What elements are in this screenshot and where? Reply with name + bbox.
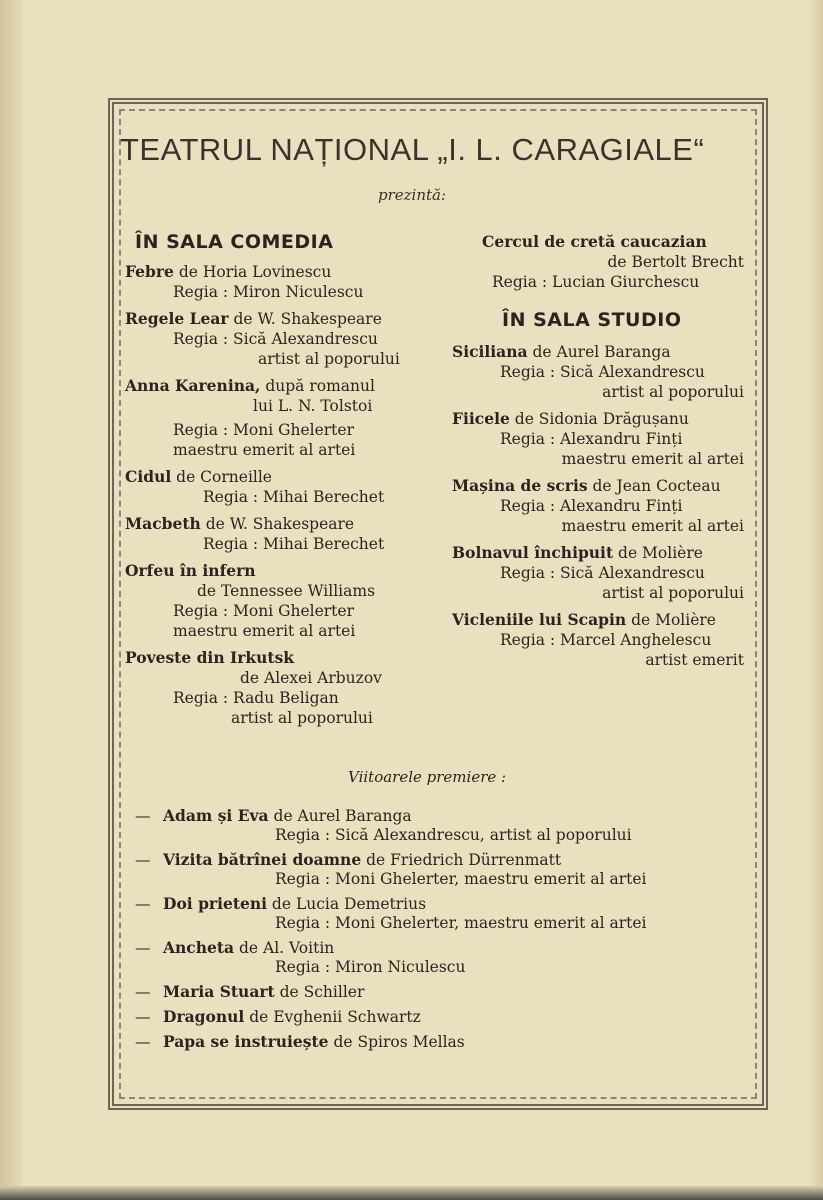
play-line: maestru emerit al artei [173,622,356,640]
play-author: de Corneille [171,468,272,486]
future-item [135,938,750,977]
future-title: Adam și Eva [163,806,269,825]
play-line: de Bertolt Brecht [607,253,744,271]
play-title: Cercul de cretă caucazian [482,232,707,251]
future-author: de Spiros Mellas [328,1033,465,1051]
page-edge-left [0,0,22,1200]
play-title: Regele Lear [125,309,229,328]
future-author: de Al. Voitin [234,939,335,957]
play-line: Regia : Sică Alexandrescu [500,363,705,381]
play-title: Macbeth [125,514,201,533]
play-author: de Aurel Baranga [527,343,671,361]
sala-comedia-column [125,232,425,735]
play-author: de Molière [626,611,716,629]
future-title: Ancheta [163,938,235,957]
future-item [135,1007,750,1027]
play-entry [452,476,744,536]
future-regie: Regia : Moni Ghelerter, maestru emerit al artei [275,914,647,932]
play-title: Febre [125,262,174,281]
play-title: Cidul [125,467,172,486]
play-entry [125,262,425,302]
play-author: de Jean Cocteau [587,477,721,495]
future-author: de Aurel Baranga [268,807,412,825]
play-line: Regia : Mihai Berechet [203,535,385,553]
play-line: Regia : Alexandru Finți [500,430,683,448]
play-author: de Molière [613,544,703,562]
play-line: artist emerit [645,651,744,669]
play-line: lui L. N. Tolstoi [253,397,373,415]
play-line: maestru emerit al artei [561,517,744,535]
dash: — [135,807,151,825]
future-premieres-heading: Viitoarele premiere : [348,768,507,786]
play-line: maestru emerit al artei [173,441,356,459]
play-entry [452,232,744,292]
play-title: Fiicele [452,409,510,428]
play-entry [125,467,425,507]
play-title: Vicleniile lui Scapin [452,610,627,629]
play-entry [125,376,425,460]
theatre-title: TEATRUL NAȚIONAL „I. L. CARAGIALE“ [120,132,705,167]
play-line: Regia : Marcel Anghelescu [500,631,712,649]
play-author: de W. Shakespeare [228,310,382,328]
play-line: maestru emerit al artei [561,450,744,468]
play-entry [452,610,744,670]
play-line: artist al poporului [258,350,400,368]
future-title: Vizita bătrînei doamne [163,850,362,869]
play-title: Siciliana [452,342,528,361]
future-item [135,850,750,889]
play-entry [452,409,744,469]
presents-subtitle: prezintă: [378,186,447,204]
future-title: Dragonul [163,1007,245,1026]
future-regie: Regia : Sică Alexandrescu, artist al poporului [275,826,632,844]
play-line: de Tennessee Williams [197,582,376,600]
future-author: de Friedrich Dürrenmatt [361,851,562,869]
future-title: Doi prieteni [163,894,267,913]
play-title: Poveste din Irkutsk [125,648,295,667]
future-item [135,894,750,933]
future-regie: Regia : Miron Niculescu [275,958,466,976]
dash: — [135,895,151,913]
play-author: de W. Shakespeare [200,515,355,533]
play-line: Regia : Moni Ghelerter [173,421,354,439]
play-entry [452,342,744,402]
play-line: artist al poporului [602,383,744,401]
future-author: de Lucia Demetrius [267,895,427,913]
play-line: Regia : Lucian Giurchescu [492,273,700,291]
play-title: Mașina de scris [452,476,588,495]
play-entry [125,648,425,728]
play-line: Regia : Sică Alexandrescu [173,330,378,348]
play-entry [452,543,744,603]
sala-studio-heading: ÎN SALA STUDIO [502,309,682,331]
play-title: Anna Karenina, [125,376,261,395]
future-author: de Schiller [274,983,365,1001]
play-line: Regia : Moni Ghelerter [173,602,354,620]
play-line: artist al poporului [231,709,373,727]
play-line: Regia : Sică Alexandrescu [500,564,705,582]
future-item [135,982,750,1002]
dash: — [135,1008,151,1026]
future-title: Papa se instruiește [163,1032,329,1051]
play-author: după romanul [260,377,375,395]
play-line: Regia : Miron Niculescu [173,283,364,301]
dash: — [135,939,151,957]
future-regie: Regia : Moni Ghelerter, maestru emerit al artei [275,870,647,888]
play-line: Regia : Radu Beligan [173,689,339,707]
play-entry [125,561,425,641]
future-item [135,1032,750,1052]
future-title: Maria Stuart [163,982,275,1001]
future-item [135,806,750,845]
play-author: de Sidonia Drăgușanu [509,410,689,428]
play-title: Orfeu în infern [125,561,256,580]
play-line: de Alexei Arbuzov [240,669,382,687]
dash: — [135,983,151,1001]
play-line: Regia : Mihai Berechet [203,488,385,506]
play-entry [125,514,425,554]
future-author: de Evghenii Schwartz [244,1008,421,1026]
play-line: Regia : Alexandru Finți [500,497,683,515]
page-edge-right [811,0,823,1200]
dash: — [135,851,151,869]
page-edge-bottom [0,1186,823,1200]
sala-comedia-heading: ÎN SALA COMEDIA [135,231,334,253]
future-premieres-list [135,806,750,1057]
right-column [452,232,744,677]
play-author: de Horia Lovinescu [173,263,332,281]
play-line: artist al poporului [602,584,744,602]
play-title: Bolnavul închipuit [452,543,614,562]
dash: — [135,1033,151,1051]
play-entry [125,309,425,369]
